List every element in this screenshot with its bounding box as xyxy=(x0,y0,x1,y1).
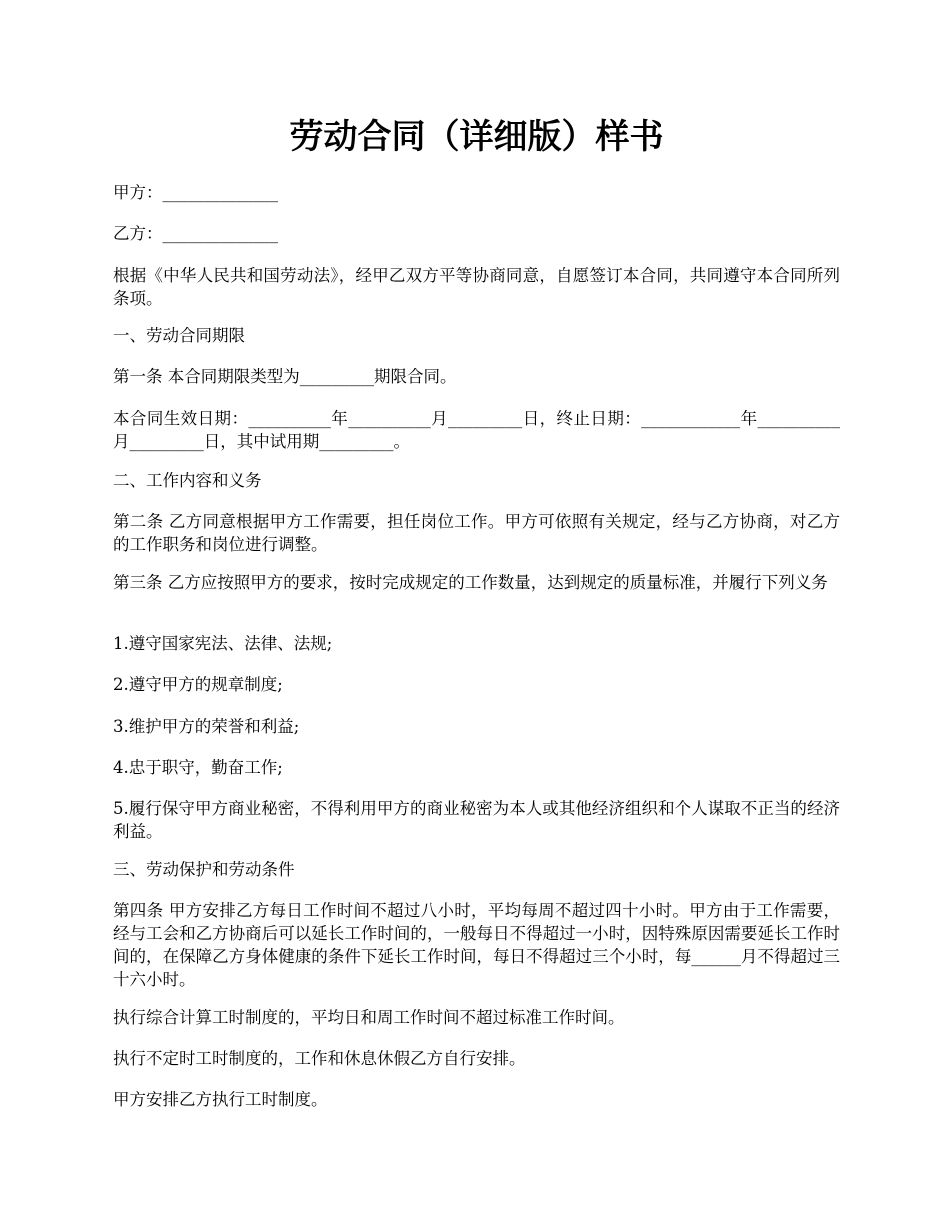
article-3: 第三条 乙方应按照甲方的要求，按时完成规定的工作数量，达到规定的质量标准，并履行下列义务 xyxy=(113,573,828,592)
party-a-line: 甲方：______________ xyxy=(113,183,278,202)
section-heading-3: 三、劳动保护和劳动条件 xyxy=(113,860,295,879)
preamble-paragraph: 根据《中华人民共和国劳动法》，经甲乙双方平等协商同意，自愿签订本合同，共同遵守本合同所列条项。 xyxy=(113,266,840,308)
working-hours-system-paragraph: 甲方安排乙方执行工时制度。 xyxy=(113,1090,328,1109)
section-heading-2: 二、工作内容和义务 xyxy=(113,471,262,490)
contract-dates-paragraph: 本合同生效日期：__________年__________月_________日，终止日期：____________年__________月_________日，其中试用期_________。 xyxy=(113,409,840,451)
duty-item-1: 1.遵守国家宪法、法律、法规; xyxy=(113,634,333,653)
article-1: 第一条 本合同期限类型为_________期限合同。 xyxy=(113,367,457,386)
duty-item-4: 4.忠于职守，勤奋工作; xyxy=(113,758,283,777)
duty-item-5: 5.履行保守甲方商业秘密，不得利用甲方的商业秘密为本人或其他经济组织和个人谋取不正当的经济利益。 xyxy=(113,799,840,841)
section-heading-1: 一、劳动合同期限 xyxy=(113,326,245,345)
comprehensive-hours-paragraph: 执行综合计算工时制度的，平均日和周工作时间不超过标准工作时间。 xyxy=(113,1008,625,1027)
article-4: 第四条 甲方安排乙方每日工作时间不超过八小时，平均每周不超过四十小时。甲方由于工作需要，经与工会和乙方协商后可以延长工作时间的，一般每日不得超过一小时，因特殊原因需要延长工作时间的，在保障乙方身体健康的条件下延长工作时间，每日不得超过三个小时，每______月不得超过三十六小时。 xyxy=(113,901,840,989)
party-b-line: 乙方：______________ xyxy=(113,224,278,243)
article-2: 第二条 乙方同意根据甲方工作需要，担任岗位工作。甲方可依照有关规定，经与乙方协商，对乙方的工作职务和岗位进行调整。 xyxy=(113,512,840,554)
duty-item-2: 2.遵守甲方的规章制度; xyxy=(113,675,283,694)
flexible-hours-paragraph: 执行不定时工时制度的，工作和休息休假乙方自行安排。 xyxy=(113,1049,526,1068)
document-title: 劳动合同（详细版）样书 xyxy=(289,117,664,157)
duty-item-3: 3.维护甲方的荣誉和利益; xyxy=(113,717,300,736)
